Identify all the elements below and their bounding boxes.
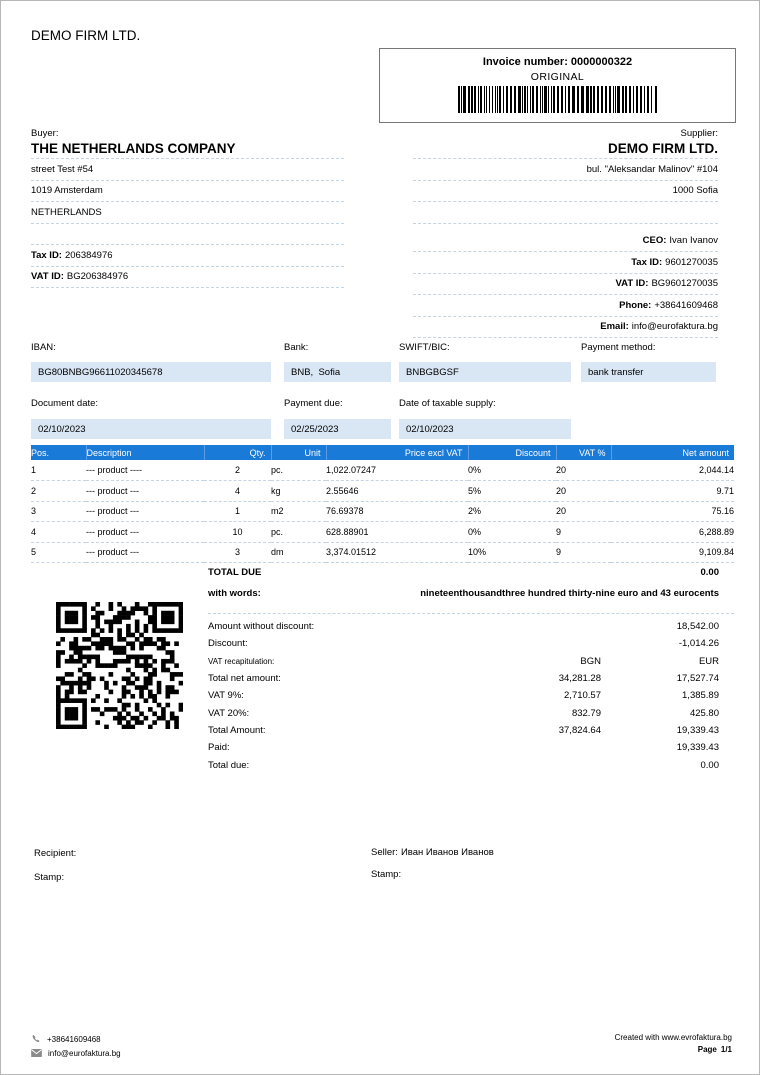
- document-type-label: ORIGINAL: [530, 71, 585, 83]
- summary-row: [208, 756, 734, 773]
- bank-label: Bank:: [284, 342, 309, 353]
- payment-method-label: Payment method:: [581, 342, 656, 353]
- supplier-vat-id-label: VAT ID:: [615, 278, 649, 290]
- taxable-supply-value: 02/10/2023: [399, 419, 571, 439]
- item-cell-net: 6,288.89: [611, 522, 734, 543]
- summary-row-label: Total due:: [208, 759, 250, 771]
- supplier-tax-id: [413, 252, 718, 274]
- summary-row-label: Discount:: [208, 638, 248, 650]
- item-cell-pos: 2: [31, 481, 86, 502]
- item-cell-pos: 1: [31, 460, 86, 481]
- item-cell-qty: 1: [204, 501, 271, 522]
- item-cell-discount: 0%: [468, 522, 556, 543]
- with-words-label: with words:: [208, 588, 261, 599]
- qr-code-image: [56, 602, 183, 729]
- total-due-label: TOTAL DUE: [208, 567, 262, 578]
- item-cell-pos: 4: [31, 522, 86, 543]
- supplier-tax-id-label: Tax ID:: [631, 256, 663, 268]
- summary-row-eur: 425.80: [689, 707, 719, 719]
- with-words-row: [208, 583, 734, 604]
- summary-row: [208, 670, 734, 687]
- items-table: [31, 445, 734, 563]
- item-cell-discount: 10%: [468, 542, 556, 563]
- item-cell-vat: 9: [556, 542, 611, 563]
- item-cell-qty: 4: [204, 481, 271, 502]
- bank-value: BNB, Sofia: [284, 362, 391, 382]
- summary-row-eur: 19,339.43: [676, 724, 719, 736]
- summary-row-label: Total net amount:: [208, 673, 281, 685]
- supplier-phone-value: +38641609468: [654, 299, 718, 311]
- summary-row: [208, 653, 734, 670]
- summary-row-label: Paid:: [208, 742, 230, 754]
- swift-value: BNBGBGSF: [399, 362, 571, 382]
- footer-meta: [615, 1033, 732, 1054]
- recipient-stamp-label: Stamp:: [34, 872, 65, 883]
- supplier-empty-line: [413, 202, 718, 224]
- supplier-ceo: [413, 231, 718, 253]
- footer-phone-value: +38641609468: [47, 1034, 101, 1044]
- column-header-pos: Pos.: [31, 445, 86, 460]
- supplier-email-label: Email:: [600, 321, 629, 333]
- seller-stamp-label: Stamp:: [371, 869, 402, 880]
- supplier-label: Supplier:: [680, 128, 718, 139]
- item-cell-vat: 9: [556, 522, 611, 543]
- column-header-desc: Description: [86, 445, 204, 460]
- item-cell-net: 9,109.84: [611, 542, 734, 563]
- buyer-tax-id-label: Tax ID:: [31, 249, 62, 261]
- created-with-note: Created with www.evrofaktura.bg: [614, 1033, 732, 1042]
- item-cell-price: 2.55646: [326, 481, 468, 502]
- payment-due-value: 02/25/2023: [284, 419, 391, 439]
- summary-row-label: Total Amount:: [208, 724, 266, 736]
- taxable-supply-label: Date of taxable supply:: [399, 398, 496, 409]
- summary-row: [208, 739, 734, 756]
- summary-row: [208, 704, 734, 721]
- column-header-price: Price excl VAT: [326, 445, 468, 460]
- buyer-tax-id: [31, 245, 344, 267]
- buyer-label: Buyer:: [31, 128, 59, 139]
- summary-row: [208, 722, 734, 739]
- supplier-tax-id-value: 9601270035: [665, 256, 718, 268]
- item-cell-unit: dm: [271, 542, 326, 563]
- item-cell-price: 76.69378: [326, 501, 468, 522]
- summary-row-bgn: 832.79: [571, 707, 601, 719]
- supplier-vat-id-value: BG9601270035: [651, 278, 718, 290]
- item-cell-price: 1,022.07247: [326, 460, 468, 481]
- supplier-vat-id: [413, 274, 718, 296]
- summary-row-label: VAT 20%:: [208, 707, 250, 719]
- summary-section: [208, 613, 734, 774]
- summary-row: [208, 687, 734, 704]
- payment-method-value: bank transfer: [581, 362, 716, 382]
- summary-row-eur: 17,527.74: [676, 673, 719, 685]
- footer-email-value: info@eurofaktura.bg: [48, 1048, 121, 1058]
- buyer-vat-id-label: VAT ID:: [31, 271, 64, 283]
- supplier-name: DEMO FIRM LTD.: [413, 138, 718, 159]
- item-cell-qty: 3: [204, 542, 271, 563]
- summary-row-eur: -1,014.26: [678, 638, 719, 650]
- supplier-ceo-label: CEO:: [642, 235, 667, 247]
- with-words-value: nineteenthousandthree hundred thirty-nine euro and 43 eurocents: [420, 588, 719, 599]
- item-row: [31, 501, 734, 522]
- buyer-tax-id-value: 206384976: [64, 249, 113, 261]
- page-number: [615, 1045, 732, 1054]
- buyer-section: [31, 129, 344, 288]
- supplier-ceo-value: Ivan Ivanov: [669, 235, 718, 247]
- summary-row-bgn: BGN: [580, 655, 601, 667]
- item-cell-vat: 20: [556, 460, 611, 481]
- footer-email-row: [31, 1046, 121, 1060]
- buyer-country: NETHERLANDS: [31, 202, 344, 224]
- envelope-icon: [31, 1049, 42, 1057]
- item-cell-price: 628.88901: [326, 522, 468, 543]
- summary-row-bgn: 2,710.57: [564, 690, 601, 702]
- item-cell-pos: 3: [31, 501, 86, 522]
- footer-phone-row: [31, 1032, 121, 1046]
- buyer-address: street Test #54: [31, 159, 344, 181]
- item-cell-discount: 5%: [468, 481, 556, 502]
- company-header: DEMO FIRM LTD.: [31, 28, 141, 43]
- summary-row: [208, 635, 734, 652]
- item-cell-net: 2,044.14: [611, 460, 734, 481]
- column-header-qty: Qty.: [204, 445, 271, 460]
- buyer-empty-line: [31, 224, 344, 246]
- summary-row-eur: 19,339.43: [676, 742, 719, 754]
- item-cell-vat: 20: [556, 481, 611, 502]
- summary-row-bgn: 34,281.28: [558, 673, 601, 685]
- supplier-phone-label: Phone:: [619, 299, 652, 311]
- item-row: [31, 481, 734, 502]
- page-number-value: 1/1: [720, 1045, 732, 1054]
- summary-row-eur: 0.00: [700, 759, 719, 771]
- item-cell-unit: kg: [271, 481, 326, 502]
- phone-icon: [31, 1034, 41, 1044]
- invoice-number-label: Invoice number:: [482, 56, 568, 68]
- summary-row-eur: EUR: [698, 655, 719, 667]
- footer-contact: [31, 1032, 121, 1060]
- supplier-email: [413, 317, 718, 339]
- item-cell-net: 9.71: [611, 481, 734, 502]
- summary-row-label: VAT 9%:: [208, 690, 244, 702]
- item-cell-desc: --- product ---: [86, 522, 204, 543]
- item-cell-desc: --- product ----: [86, 460, 204, 481]
- column-header-unit: Unit: [271, 445, 326, 460]
- summary-row-bgn: 37,824.64: [558, 724, 601, 736]
- summary-row-eur: 1,385.89: [682, 690, 719, 702]
- iban-value: BG80BNBG96611020345678: [31, 362, 271, 382]
- invoice-header-box: [379, 48, 736, 123]
- document-date-label: Document date:: [31, 398, 99, 409]
- items-table-header-row: [31, 445, 734, 460]
- swift-label: SWIFT/BIC:: [399, 342, 450, 353]
- recipient-label: Recipient:: [34, 848, 77, 859]
- invoice-number-line: [380, 56, 735, 68]
- item-row: [31, 522, 734, 543]
- items-table-body: [31, 460, 734, 563]
- item-row: [31, 542, 734, 563]
- summary-row-label: Amount without discount:: [208, 621, 315, 633]
- item-cell-discount: 2%: [468, 501, 556, 522]
- item-cell-unit: pc.: [271, 522, 326, 543]
- item-cell-desc: --- product ---: [86, 542, 204, 563]
- column-header-vat: VAT %: [556, 445, 611, 460]
- item-cell-unit: pc.: [271, 460, 326, 481]
- item-cell-qty: 10: [204, 522, 271, 543]
- item-cell-price: 3,374.01512: [326, 542, 468, 563]
- summary-row-label: VAT recapitulation:: [208, 656, 275, 666]
- supplier-phone: [413, 295, 718, 317]
- item-cell-unit: m2: [271, 501, 326, 522]
- item-row: [31, 460, 734, 481]
- seller-name: Иван Иванов Иванов: [400, 847, 494, 858]
- buyer-name: THE NETHERLANDS COMPANY: [31, 138, 344, 159]
- item-cell-pos: 5: [31, 542, 86, 563]
- invoice-number-value: 0000000322: [570, 56, 633, 68]
- column-header-discount: Discount: [468, 445, 556, 460]
- seller-label: Seller:: [371, 847, 398, 858]
- item-cell-desc: --- product ---: [86, 481, 204, 502]
- supplier-city: 1000 Sofia: [413, 181, 718, 203]
- seller-line: [371, 847, 494, 858]
- summary-row: [208, 618, 734, 635]
- item-cell-vat: 20: [556, 501, 611, 522]
- barcode-image: [458, 86, 658, 113]
- summary-row-eur: 18,542.00: [676, 621, 719, 633]
- supplier-spacer: [413, 224, 718, 231]
- total-due-row: [208, 562, 734, 583]
- totals-section: [208, 562, 734, 604]
- payment-due-label: Payment due:: [284, 398, 343, 409]
- page-number-label: Page: [697, 1045, 717, 1054]
- item-cell-net: 75.16: [611, 501, 734, 522]
- column-header-net: Net amount: [611, 445, 734, 460]
- total-due-value: 0.00: [700, 567, 719, 578]
- iban-label: IBAN:: [31, 342, 56, 353]
- buyer-vat-id-value: BG206384976: [66, 271, 129, 283]
- item-cell-desc: --- product ---: [86, 501, 204, 522]
- document-date-value: 02/10/2023: [31, 419, 271, 439]
- buyer-city: 1019 Amsterdam: [31, 181, 344, 203]
- supplier-address: bul. "Aleksandar Malinov" #104: [413, 159, 718, 181]
- buyer-vat-id: [31, 267, 344, 289]
- item-cell-qty: 2: [204, 460, 271, 481]
- supplier-email-value: info@eurofaktura.bg: [631, 321, 718, 333]
- item-cell-discount: 0%: [468, 460, 556, 481]
- supplier-section: [413, 129, 718, 338]
